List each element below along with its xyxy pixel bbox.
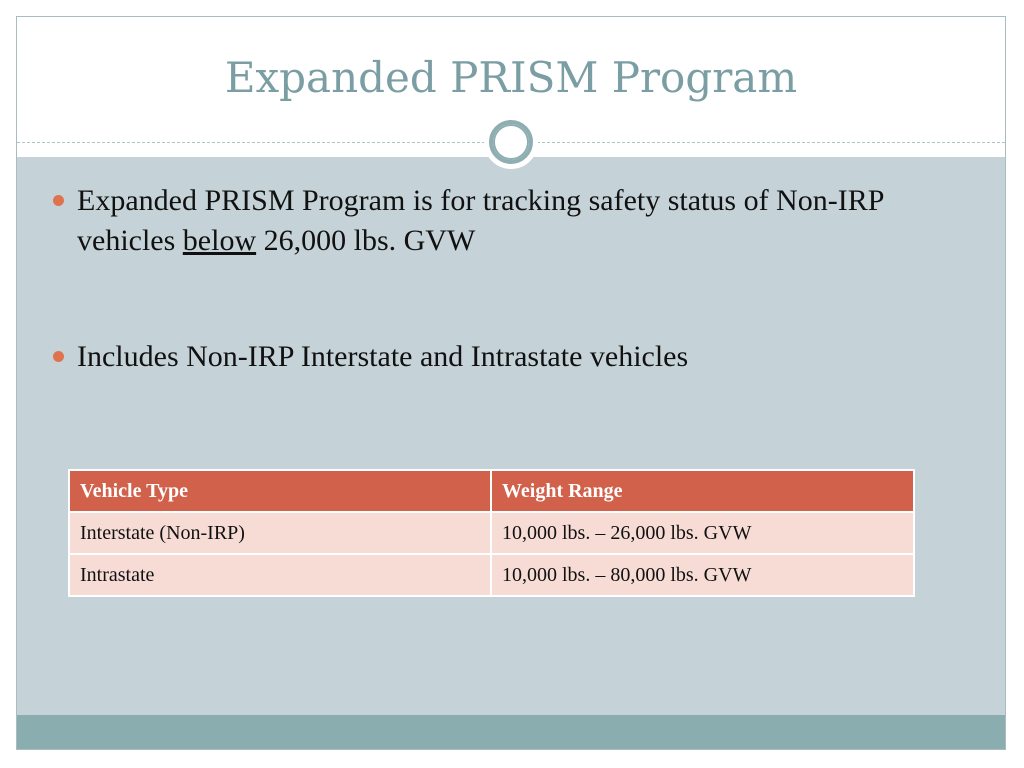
bullet-text: Includes Non-IRP Interstate and Intrastate vehicles	[77, 340, 689, 373]
bullet-list	[51, 181, 971, 377]
cell-weight-range: 10,000 lbs. – 26,000 lbs. GVW	[491, 512, 914, 554]
bullet-underlined-word: below	[182, 224, 257, 257]
header-vehicle-type: Vehicle Type	[69, 470, 491, 512]
bullet-text-before: Expanded PRISM Program is for tracking safety status of Non-IRP vehicles	[77, 184, 884, 257]
circle-ornament-inner-icon	[493, 124, 529, 160]
bullet-item	[51, 337, 971, 377]
table-header-row	[69, 470, 914, 512]
header-weight-range: Weight Range	[491, 470, 914, 512]
footer-bar	[17, 715, 1005, 750]
table-row	[69, 554, 914, 596]
bullet-item	[51, 181, 971, 261]
cell-weight-range: 10,000 lbs. – 80,000 lbs. GVW	[491, 554, 914, 596]
bullet-dot-icon	[53, 351, 64, 362]
table-row	[69, 512, 914, 554]
vehicle-weight-table	[68, 469, 915, 597]
cell-vehicle-type: Interstate (Non-IRP)	[69, 512, 491, 554]
slide-title: Expanded PRISM Program	[224, 53, 798, 102]
bullet-text-after: 26,000 lbs. GVW	[256, 224, 476, 257]
cell-vehicle-type: Intrastate	[69, 554, 491, 596]
bullet-dot-icon	[53, 195, 64, 206]
slide-frame	[16, 16, 1006, 750]
